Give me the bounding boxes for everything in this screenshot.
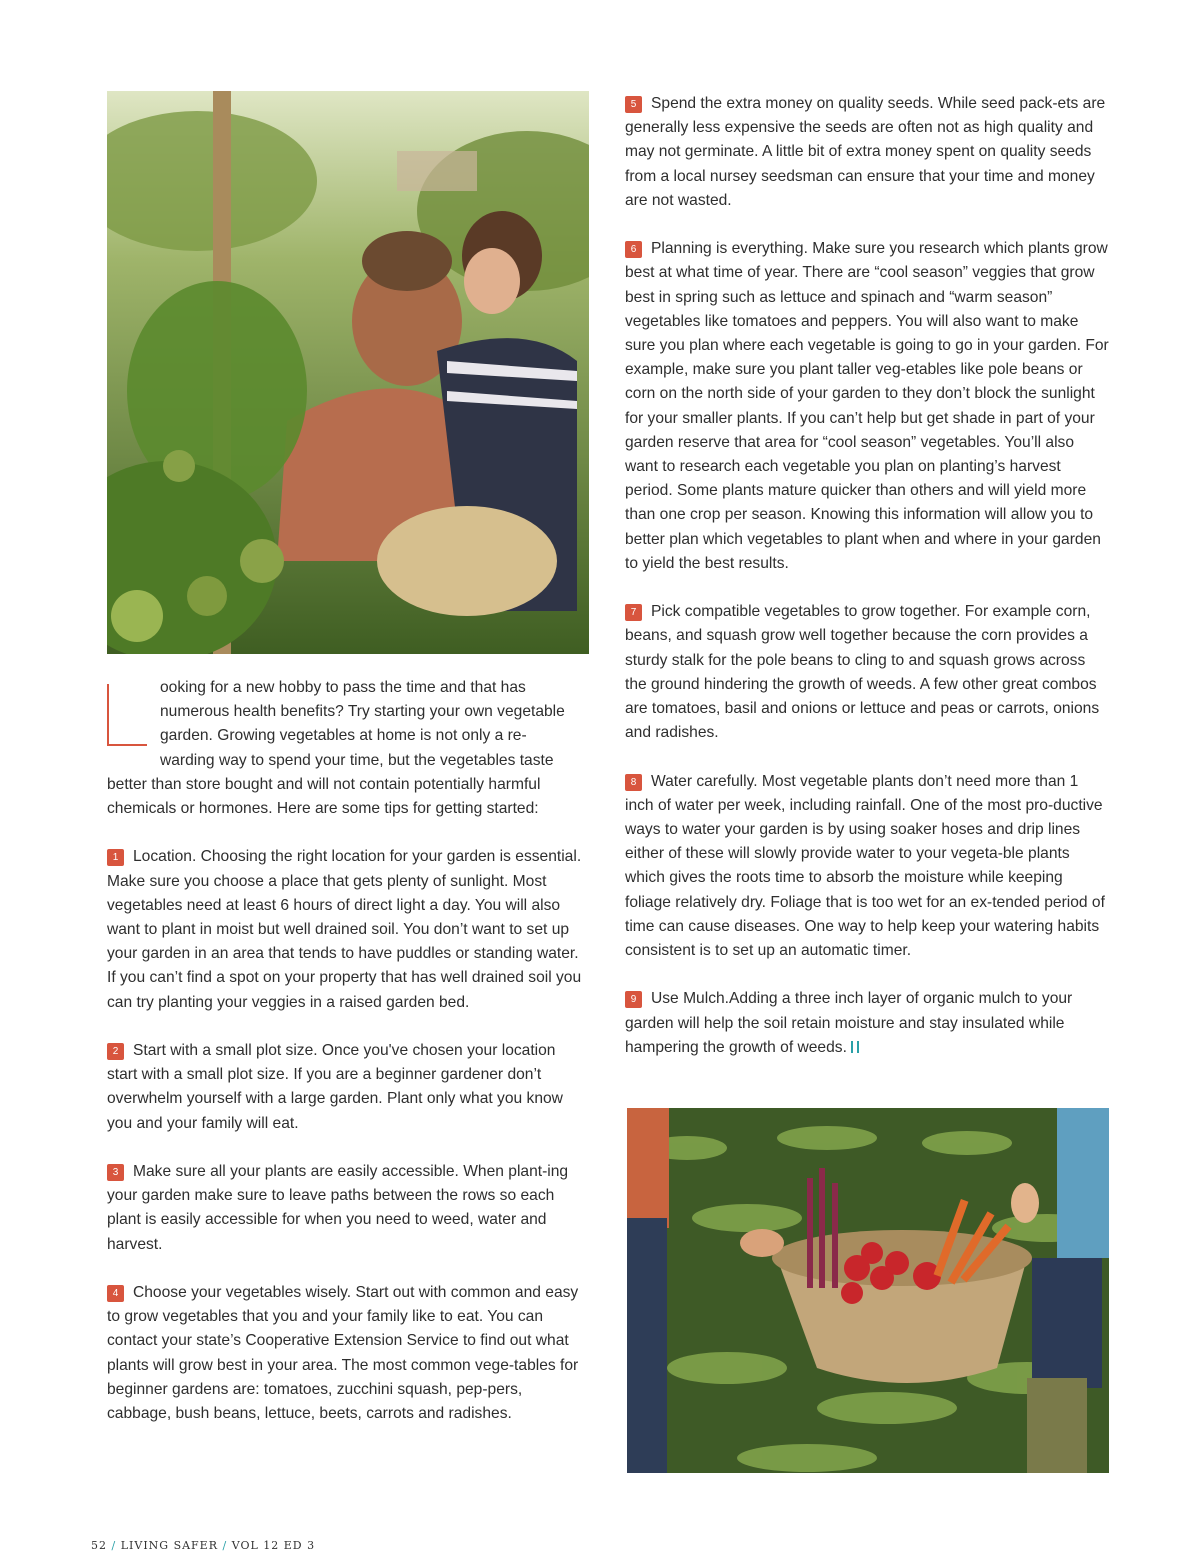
- tip-7: [625, 600, 1109, 745]
- page-footer: [91, 1539, 315, 1552]
- tip-number-badge: 9: [625, 991, 642, 1008]
- garden-photo: [107, 91, 589, 654]
- page-number: 52: [91, 1539, 107, 1552]
- tip-8: [625, 770, 1109, 964]
- drop-cap-letter-l: [107, 684, 147, 746]
- vegetable-basket-photo: [627, 1108, 1109, 1473]
- intro-line: warding way to spend your time, but the vegetables taste: [160, 751, 554, 769]
- left-column: [107, 676, 589, 1426]
- tip-number-badge: 7: [625, 604, 642, 621]
- end-mark-icon: [851, 1041, 859, 1053]
- intro-line: numerous health benefits? Try starting your own vegetable: [160, 703, 565, 721]
- tip-number-badge: 8: [625, 774, 642, 791]
- intro-paragraph: [107, 676, 589, 821]
- footer-separator: /: [111, 1539, 117, 1552]
- issue-label: VOL 12 ED 3: [231, 1539, 316, 1552]
- tip-number-badge: 6: [625, 241, 642, 258]
- tip-text: Make sure all your plants are easily accessible. When plant-ing your garden make sure to leave paths between the rows so each plant is easily accessible for when you need to weed, water and harvest.: [107, 1163, 569, 1253]
- tip-text: Water carefully. Most vegetable plants don’t need more than 1 inch of water per week, including rainfall. One of the most pro-ductive ways to water your garden is by using soaker hoses and drip lines either of these will slowly provide water to your vegeta-ble plants which gives the roots time to absorb the moisture while keeping foliage relatively dry. Foliage that is too wet for an ex-tended period of time can cause diseases. One way to help keep your watering habits consistent is to set up an automatic timer.: [625, 772, 1105, 960]
- tip-4: [107, 1281, 589, 1426]
- tip-1: [107, 845, 589, 1014]
- tip-number-badge: 4: [107, 1285, 124, 1302]
- tip-3: [107, 1160, 589, 1257]
- intro-line: garden. Growing vegetables at home is not only a re-: [160, 727, 527, 745]
- tip-text: Planning is everything. Make sure you research which plants grow best at what time of year. There are “cool season” veggies that grow best in spring such as lettuce and spinach and “warm season” vegetables like tomatoes and peppers. You will also want to make sure you plan where each vegetable is going to go in your garden. For example, make sure you plant taller veg-etables like pole beans or corn on the north side of your garden to they don’t block the sunlight for your smaller plants. If you can’t help but get shade in part of your garden reserve that area for “cool season” vegetables. You’ll also want to research each vegetable you plan on planting’s harvest period. Some plants mature quicker than others and will yield more than one crop per season. Knowing this information will allow you to better plan which vegetables to plant when and where in your garden to yield the best results.: [625, 240, 1109, 572]
- tip-2: [107, 1039, 589, 1136]
- right-column: [625, 92, 1109, 1060]
- tip-number-badge: 5: [625, 96, 642, 113]
- tip-text: Spend the extra money on quality seeds. While seed pack-ets are generally less expensive the seeds are often not as high quality and may not germinate. A little bit of extra money spent on quality seeds from a local nursey seedsman can ensure that your time and money are not wasted.: [625, 95, 1106, 209]
- tip-text: Pick compatible vegetables to grow together. For example corn, beans, and squash grow well together because the corn provides a sturdy stalk for the pole beans to cling to and squash grows across the ground hindering the growth of weeds. A few other great combos are tomatoes, basil and onions or lettuce and peas or carrots, onions and radishes.: [625, 603, 1100, 742]
- tip-text: Start with a small plot size. Once you've chosen your location start with a small plot size. If you are a beginner gardener don’t overwhelm yourself with a large garden. Plant only what you know you and your family will eat.: [107, 1042, 563, 1132]
- tip-5: [625, 92, 1109, 213]
- intro-line: chemicals or hormones. Here are some tips for getting started:: [107, 800, 539, 818]
- intro-line: better than store bought and will not contain potentially harmful: [107, 775, 541, 793]
- tip-9: [625, 987, 1109, 1060]
- footer-separator: /: [222, 1539, 228, 1552]
- tip-text: Location. Choosing the right location for your garden is essential. Make sure you choose a place that gets plenty of sunlight. Most vegetables need at least 6 hours of direct light a day. You will also want to plant in moist but well drained soil. You don’t want to set up your garden in an area that tends to have puddles or standing water. If you can’t find a spot on your property that has well drained soil you can try planting your veggies in a raised garden bed.: [107, 848, 582, 1011]
- tip-number-badge: 3: [107, 1164, 124, 1181]
- tip-6: [625, 237, 1109, 576]
- magazine-name: LIVING SAFER: [120, 1539, 218, 1552]
- tip-number-badge: 2: [107, 1043, 124, 1060]
- tip-text: Use Mulch.Adding a three inch layer of organic mulch to your garden will help the soil retain moisture and stay insulated while hampering the growth of weeds.: [625, 990, 1073, 1056]
- intro-line: ooking for a new hobby to pass the time and that has: [160, 679, 526, 696]
- tip-text: Choose your vegetables wisely. Start out with common and easy to grow vegetables that you and your family like to eat. You can contact your state’s Cooperative Extension Service to find out what plants will grow best in your area. The most common vege-tables for beginner gardens are: tomatoes, zucchini squash, pep-pers, cabbage, bush beans, lettuce, beets, carrots and radishes.: [107, 1284, 579, 1423]
- tip-number-badge: 1: [107, 849, 124, 866]
